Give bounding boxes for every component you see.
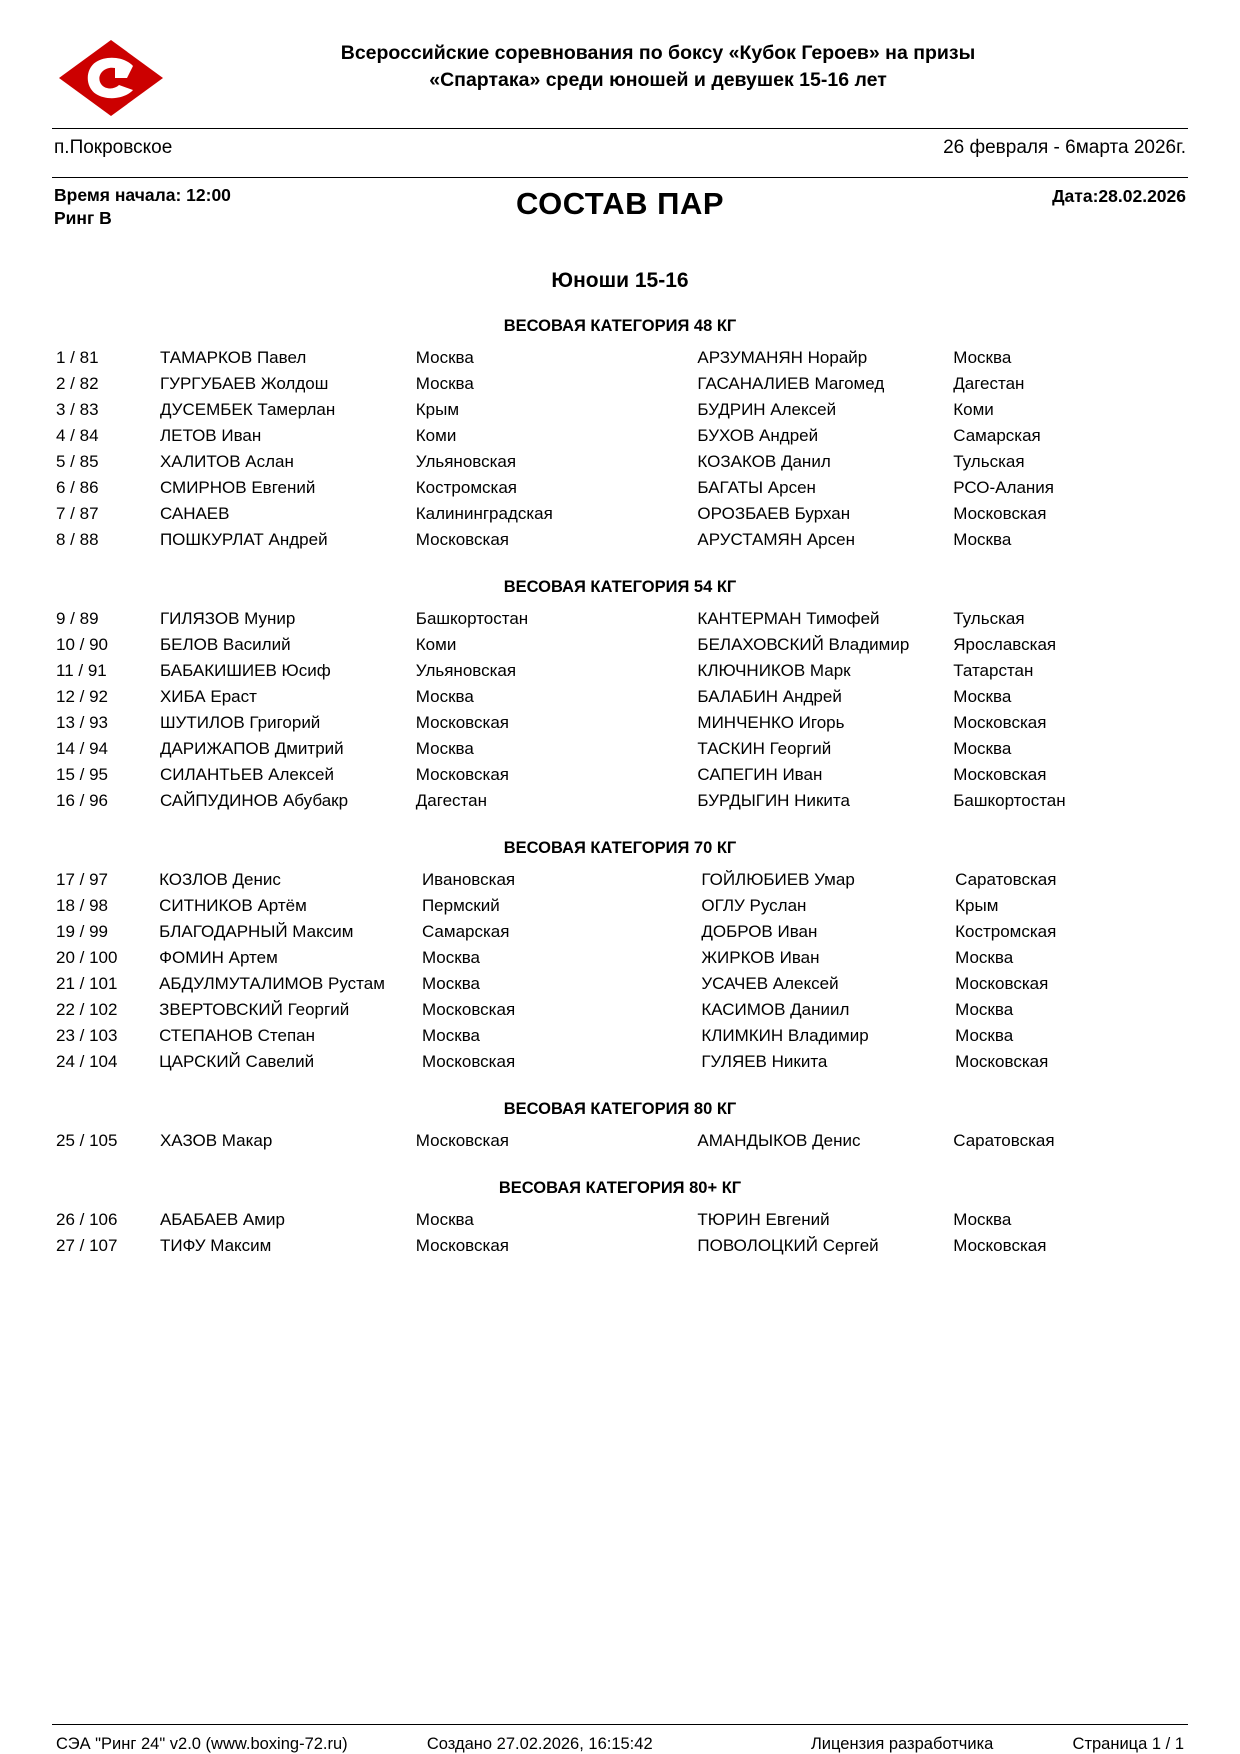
red-corner-name: АБАБАЕВ Амир	[159, 1209, 285, 1229]
competition-title-line-1: Всероссийские соревнования по боксу «Кубок Героев» на призы	[340, 42, 976, 64]
red-corner-team: Крым	[415, 399, 460, 419]
blue-corner-name: АМАНДЫКОВ Денис	[697, 1130, 861, 1150]
bout-number: 7 / 87	[56, 503, 99, 523]
red-corner-name: СИЛАНТЬЕВ Алексей	[159, 764, 334, 784]
table-row	[52, 374, 1188, 400]
red-corner-team: Москва	[421, 947, 480, 967]
table-row	[52, 974, 1188, 1000]
ring-label: Ринг B	[54, 208, 112, 229]
document-header	[52, 34, 1188, 118]
table-row	[52, 687, 1188, 713]
weight-category-heading: ВЕСОВАЯ КАТЕГОРИЯ 70 КГ	[503, 838, 737, 857]
bout-number: 4 / 84	[56, 425, 99, 445]
blue-corner-team: Москва	[953, 738, 1012, 758]
table-row	[52, 1236, 1188, 1262]
bout-number: 17 / 97	[56, 869, 108, 889]
bout-number: 10 / 90	[56, 634, 108, 654]
page-title: СОСТАВ ПАР	[515, 186, 725, 221]
red-corner-name: СТЕПАНОВ Степан	[159, 1025, 316, 1045]
blue-corner-name: ГАСАНАЛИЕВ Магомед	[697, 373, 885, 393]
red-corner-team: Москва	[415, 738, 474, 758]
document-footer-wrap	[52, 1714, 1188, 1754]
red-corner-team: Башкортостан	[415, 608, 529, 628]
table-row	[52, 530, 1188, 556]
red-corner-team: Костромская	[415, 477, 517, 497]
blue-corner-name: КЛЮЧНИКОВ Марк	[697, 660, 851, 680]
red-corner-team: Московская	[415, 1130, 509, 1150]
blue-corner-team: Московская	[953, 764, 1047, 784]
blue-corner-team: Москва	[955, 1025, 1014, 1045]
red-corner-team: Московская	[415, 1235, 509, 1255]
competition-title-line-2: «Спартака» среди юношей и девушек 15-16 лет	[429, 68, 887, 91]
title-left-block	[54, 184, 354, 231]
red-corner-team: Дагестан	[415, 790, 487, 810]
red-corner-team: Москва	[415, 1209, 474, 1229]
table-row	[52, 739, 1188, 765]
blue-corner-team: Москва	[953, 1209, 1012, 1229]
table-row	[52, 348, 1188, 374]
table-row	[52, 426, 1188, 452]
blue-corner-name: МИНЧЕНКО Игорь	[697, 712, 845, 732]
red-corner-team: Коми	[415, 634, 457, 654]
blue-corner-name: КАСИМОВ Даниил	[701, 999, 850, 1019]
red-corner-team: Москва	[421, 1025, 480, 1045]
blue-corner-team: Тульская	[953, 608, 1025, 628]
table-row	[52, 1052, 1188, 1078]
red-corner-team: Ульяновская	[415, 660, 517, 680]
document-main	[52, 231, 1188, 1714]
red-corner-name: ХАЗОВ Макар	[159, 1130, 273, 1150]
table-row	[52, 504, 1188, 530]
blue-corner-name: ТАСКИН Георгий	[697, 738, 832, 758]
bout-number: 6 / 86	[56, 477, 99, 497]
blue-corner-team: Самарская	[953, 425, 1041, 445]
bout-number: 21 / 101	[56, 973, 118, 993]
table-row	[52, 713, 1188, 739]
blue-corner-name: БУХОВ Андрей	[697, 425, 819, 445]
red-corner-team: Калининградская	[415, 503, 553, 523]
red-corner-team: Москва	[421, 973, 480, 993]
table-row	[52, 452, 1188, 478]
blue-corner-team: Крым	[955, 895, 999, 915]
footer-software: СЭА "Ринг 24" v2.0 (www.boxing-72.ru)	[56, 1735, 348, 1753]
weight-category-heading: ВЕСОВАЯ КАТЕГОРИЯ 80+ КГ	[498, 1178, 742, 1197]
blue-corner-name: ТЮРИН Евгений	[697, 1209, 830, 1229]
blue-corner-name: КЛИМКИН Владимир	[701, 1025, 869, 1045]
bout-number: 26 / 106	[56, 1209, 118, 1229]
red-corner-name: ЗВЕРТОВСКИЙ Георгий	[159, 999, 350, 1019]
blue-corner-name: КАНТЕРМАН Тимофей	[697, 608, 880, 628]
red-corner-name: КОЗЛОВ Денис	[159, 869, 281, 889]
bout-number: 2 / 82	[56, 373, 99, 393]
table-row	[52, 635, 1188, 661]
bout-number: 3 / 83	[56, 399, 99, 419]
blue-corner-team: Саратовская	[953, 1130, 1055, 1150]
bout-number: 12 / 92	[56, 686, 108, 706]
weight-category-heading: ВЕСОВАЯ КАТЕГОРИЯ 54 КГ	[503, 577, 737, 596]
blue-corner-name: АРЗУМАНЯН Норайр	[697, 347, 868, 367]
blue-corner-name: БУРДЫГИН Никита	[697, 790, 850, 810]
red-corner-name: ДУСЕМБЕК Тамерлан	[159, 399, 336, 419]
bout-number: 18 / 98	[56, 895, 108, 915]
table-row	[52, 948, 1188, 974]
table-row	[52, 1026, 1188, 1052]
footer-page-number: Страница 1 / 1	[1072, 1735, 1185, 1753]
red-corner-team: Московская	[421, 1051, 516, 1071]
title-row	[52, 178, 1188, 231]
blue-corner-name: БАЛАБИН Андрей	[697, 686, 842, 706]
bout-number: 19 / 99	[56, 921, 108, 941]
blue-corner-team: Дагестан	[953, 373, 1025, 393]
blue-corner-team: Коми	[953, 399, 994, 419]
red-corner-team: Московская	[421, 999, 516, 1019]
red-corner-team: Коми	[415, 425, 457, 445]
age-group-heading: Юноши 15-16	[551, 268, 689, 292]
red-corner-name: ГИЛЯЗОВ Мунир	[159, 608, 296, 628]
blue-corner-team: Москва	[953, 347, 1012, 367]
blue-corner-team: Москва	[953, 529, 1012, 549]
blue-corner-team: Москва	[953, 686, 1012, 706]
red-corner-team: Ульяновская	[415, 451, 517, 471]
blue-corner-name: ДОБРОВ Иван	[701, 921, 818, 941]
red-corner-name: ГУРГУБАЕВ Жолдош	[159, 373, 329, 393]
blue-corner-team: Московская	[955, 973, 1049, 993]
bouts-table	[52, 870, 1188, 1078]
blue-corner-team: Московская	[953, 712, 1047, 732]
footer-license: Лицензия разработчика	[810, 1735, 994, 1753]
competition-title	[188, 34, 1188, 94]
red-corner-name: ШУТИЛОВ Григорий	[159, 712, 321, 732]
red-corner-name: ЦАРСКИЙ Савелий	[159, 1051, 315, 1071]
red-corner-name: ДАРИЖАПОВ Дмитрий	[159, 738, 344, 758]
red-corner-name: ФОМИН Артем	[159, 947, 278, 967]
table-row	[52, 791, 1188, 817]
red-corner-name: ТИФУ Максим	[159, 1235, 272, 1255]
red-corner-name: ЛЕТОВ Иван	[159, 425, 262, 445]
blue-corner-team: Москва	[955, 947, 1014, 967]
bout-number: 25 / 105	[56, 1130, 118, 1150]
red-corner-name: ХИБА Ераст	[159, 686, 257, 706]
blue-corner-team: Саратовская	[955, 869, 1057, 889]
blue-corner-name: ГОЙЛЮБИЕВ Умар	[701, 869, 855, 889]
competition-dates: 26 февраля - 6марта 2026г.	[943, 137, 1186, 158]
bouts-table	[52, 609, 1188, 817]
document-footer	[52, 1725, 1188, 1754]
bout-number: 14 / 94	[56, 738, 108, 758]
red-corner-name: СМИРНОВ Евгений	[159, 477, 316, 497]
blue-corner-name: БЕЛАХОВСКИЙ Владимир	[697, 634, 910, 654]
bout-number: 9 / 89	[56, 608, 99, 628]
red-corner-name: ХАЛИТОВ Аслан	[159, 451, 294, 471]
bout-number: 15 / 95	[56, 764, 108, 784]
table-row	[52, 922, 1188, 948]
bouts-table	[52, 1131, 1188, 1157]
session-date: Дата:28.02.2026	[1052, 186, 1186, 206]
footer-created: Создано 27.02.2026, 16:15:42	[426, 1735, 653, 1753]
blue-corner-team: Башкортостан	[953, 790, 1066, 810]
red-corner-team: Московская	[415, 764, 509, 784]
blue-corner-name: ПОВОЛОЦКИЙ Сергей	[697, 1235, 879, 1255]
red-corner-team: Московская	[415, 529, 509, 549]
bout-number: 13 / 93	[56, 712, 108, 732]
start-time: Время начала: 12:00	[54, 185, 231, 205]
red-corner-team: Московская	[415, 712, 509, 732]
weight-category-heading: ВЕСОВАЯ КАТЕГОРИЯ 48 КГ	[503, 316, 737, 335]
bout-number: 23 / 103	[56, 1025, 118, 1045]
blue-corner-name: САПЕГИН Иван	[697, 764, 823, 784]
bout-number: 24 / 104	[56, 1051, 118, 1071]
blue-corner-team: Татарстан	[953, 660, 1034, 680]
bouts-table	[52, 348, 1188, 556]
blue-corner-name: ЖИРКОВ Иван	[701, 947, 820, 967]
blue-corner-name: АРУСТАМЯН Арсен	[697, 529, 855, 549]
red-corner-team: Москва	[415, 373, 474, 393]
table-row	[52, 609, 1188, 635]
blue-corner-team: Москва	[955, 999, 1014, 1019]
red-corner-name: САЙПУДИНОВ Абубакр	[159, 790, 349, 810]
blue-corner-team: Московская	[955, 1051, 1049, 1071]
blue-corner-team: Московская	[953, 1235, 1047, 1255]
bout-number: 27 / 107	[56, 1235, 118, 1255]
blue-corner-team: Тульская	[953, 451, 1025, 471]
blue-corner-name: ОРОЗБАЕВ Бурхан	[697, 503, 851, 523]
blue-corner-team: Московская	[953, 503, 1047, 523]
blue-corner-team: РСО-Алания	[953, 477, 1054, 497]
table-row	[52, 1000, 1188, 1026]
red-corner-team: Москва	[415, 347, 474, 367]
bout-number: 5 / 85	[56, 451, 99, 471]
red-corner-name: АБДУЛМУТАЛИМОВ Рустам	[159, 973, 385, 993]
table-row	[52, 661, 1188, 687]
table-row	[52, 1131, 1188, 1157]
venue-row	[52, 129, 1188, 167]
blue-corner-team: Костромская	[955, 921, 1057, 941]
blue-corner-name: БАГАТЫ Арсен	[697, 477, 816, 497]
table-row	[52, 1210, 1188, 1236]
red-corner-team: Пермский	[421, 895, 500, 915]
bout-number: 1 / 81	[56, 347, 99, 367]
red-corner-team: Ивановская	[421, 869, 516, 889]
red-corner-name: БЛАГОДАРНЫЙ Максим	[159, 921, 354, 941]
red-corner-name: БАБАКИШИЕВ Юсиф	[159, 660, 331, 680]
blue-corner-name: БУДРИН Алексей	[697, 399, 837, 419]
table-row	[52, 478, 1188, 504]
venue-name: п.Покровское	[54, 137, 173, 158]
red-corner-name: БЕЛОВ Василий	[159, 634, 291, 654]
blue-corner-name: ГУЛЯЕВ Никита	[701, 1051, 828, 1071]
blue-corner-name: УСАЧЕВ Алексей	[701, 973, 839, 993]
red-corner-name: САНАЕВ	[159, 503, 230, 523]
red-corner-name: ПОШКУРЛАТ Андрей	[159, 529, 328, 549]
bout-number: 8 / 88	[56, 529, 99, 549]
red-corner-name: ТАМАРКОВ Павел	[159, 347, 307, 367]
table-row	[52, 896, 1188, 922]
blue-corner-name: ОГЛУ Руслан	[701, 895, 807, 915]
table-row	[52, 870, 1188, 896]
red-corner-name: СИТНИКОВ Артём	[159, 895, 307, 915]
blue-corner-team: Ярославская	[953, 634, 1057, 654]
spartak-logo-icon	[52, 34, 170, 118]
bout-number: 20 / 100	[56, 947, 118, 967]
bout-number: 22 / 102	[56, 999, 118, 1019]
bout-number: 11 / 91	[56, 660, 107, 680]
table-row	[52, 400, 1188, 426]
blue-corner-name: КОЗАКОВ Данил	[697, 451, 831, 471]
weight-category-heading: ВЕСОВАЯ КАТЕГОРИЯ 80 КГ	[503, 1099, 737, 1118]
red-corner-team: Москва	[415, 686, 474, 706]
bout-number: 16 / 96	[56, 790, 108, 810]
bouts-table	[52, 1210, 1188, 1262]
red-corner-team: Самарская	[421, 921, 510, 941]
table-row	[52, 765, 1188, 791]
